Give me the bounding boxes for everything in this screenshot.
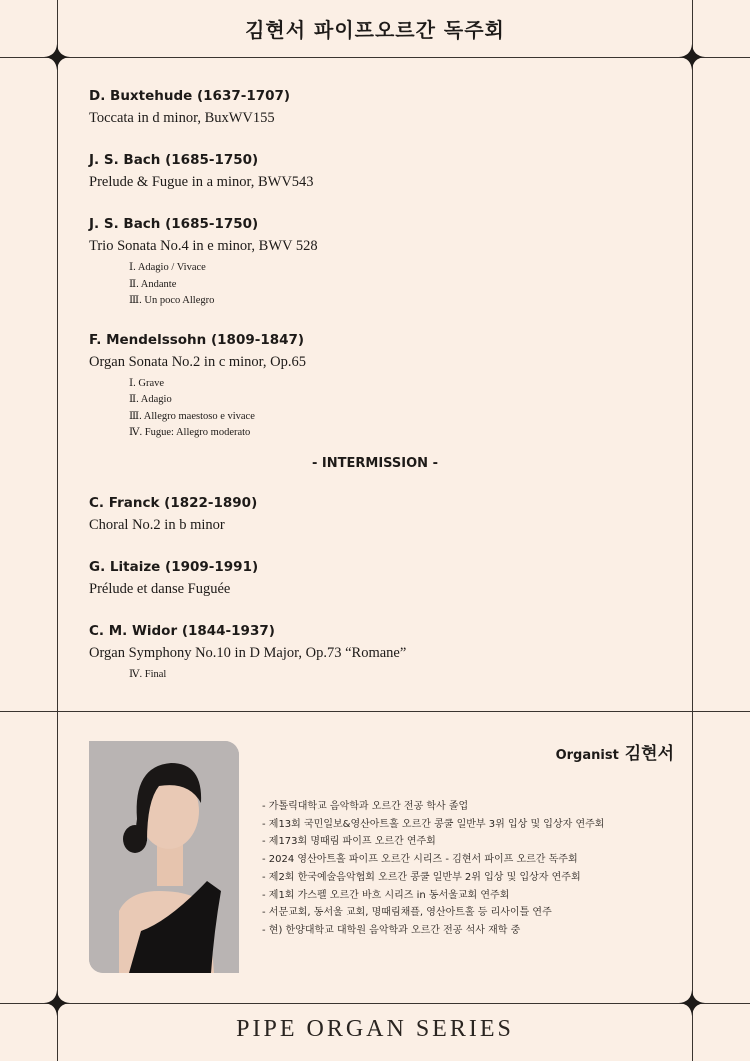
performer-heading xyxy=(556,739,674,764)
series-title: PIPE ORGAN SERIES xyxy=(236,1016,514,1042)
program-item xyxy=(89,215,649,310)
movement: Ⅱ. Adagio xyxy=(129,394,172,405)
work-title: Toccata in d minor, BuxWV155 xyxy=(89,110,275,126)
program-item xyxy=(89,331,649,442)
bio-item: - 현) 한양대학교 대학원 음악학과 오르간 전공 석사 재학 중 xyxy=(262,924,521,936)
composer: G. Litaize (1909-1991) xyxy=(89,559,259,575)
work-title: Trio Sonata No.4 in e minor, BWV 528 xyxy=(89,238,318,254)
footer-divider xyxy=(0,1003,750,1004)
movement: Ⅳ. Fugue: Allegro moderato xyxy=(129,427,251,438)
composer: C. Franck (1822-1890) xyxy=(89,495,258,511)
page-title: 김현서 파이프오르간 독주회 xyxy=(245,18,505,42)
program-item xyxy=(89,87,649,130)
performer-bio xyxy=(262,798,604,940)
movement: Ⅲ. Un poco Allegro xyxy=(129,295,215,306)
program-item xyxy=(89,558,649,601)
movement-list xyxy=(129,260,649,310)
left-border xyxy=(57,0,58,1061)
composer: C. M. Widor (1844-1937) xyxy=(89,623,275,639)
program-item xyxy=(89,151,649,194)
bio-item: - 서문교회, 동서울 교회, 명때림채플, 영산아트홀 등 리사이틀 연주 xyxy=(262,907,552,919)
performer-role: Organist xyxy=(555,748,619,763)
bio-item: - 가톨릭대학교 음악학과 오르간 전공 학사 졸업 xyxy=(262,801,469,812)
header-divider xyxy=(0,57,750,58)
composer: F. Mendelssohn (1809-1847) xyxy=(89,331,305,348)
bio-item: - 제2회 한국예술음악협회 오르간 콩쿨 일반부 2위 입상 및 입상자 연주회 xyxy=(262,871,581,883)
movement-list xyxy=(129,667,649,684)
right-border xyxy=(692,0,693,1061)
composer: J. S. Bach (1685-1750) xyxy=(89,152,259,168)
performer-name: 김현서 xyxy=(624,744,674,764)
bio-item: - 제173회 명때림 파이프 오르간 연주회 xyxy=(262,836,436,848)
composer: D. Buxtehude (1637-1707) xyxy=(89,88,291,104)
program-item xyxy=(89,622,649,684)
movement: Ⅰ. Adagio / Vivace xyxy=(129,262,206,273)
program-item xyxy=(89,494,649,537)
movement: Ⅰ. Grave xyxy=(129,377,165,389)
movement: Ⅲ. Allegro maestoso e vivace xyxy=(129,410,255,422)
bio-item: - 제13회 국민일보&영산아트홀 오르간 콩쿨 일반부 3위 입상 및 입상자 연주회 xyxy=(262,818,605,830)
section-divider xyxy=(0,711,750,712)
composer: J. S. Bach (1685-1750) xyxy=(89,216,259,232)
work-title: Organ Sonata No.2 in c minor, Op.65 xyxy=(89,353,307,370)
intermission-label: - INTERMISSION - xyxy=(311,456,438,471)
portrait-image xyxy=(89,741,239,973)
bio-item: - 제1회 가스펠 오르간 바흐 시리즈 in 동서울교회 연주회 xyxy=(262,889,510,901)
movement: Ⅱ. Andante xyxy=(129,278,177,290)
work-title: Prelude & Fugue in a minor, BWV543 xyxy=(89,174,314,190)
sparkle-icon xyxy=(679,44,705,70)
movement-list xyxy=(129,376,649,442)
sparkle-icon xyxy=(679,990,705,1016)
program-list xyxy=(89,494,649,705)
performer-photo xyxy=(89,741,239,973)
work-title: Organ Symphony No.10 in D Major, Op.73 “Romane” xyxy=(89,645,407,661)
program-list xyxy=(89,87,649,463)
sparkle-icon xyxy=(44,44,70,70)
sparkle-icon xyxy=(44,990,70,1016)
bio-item: - 2024 영산아트홀 파이프 오르간 시리즈 - 김현서 파이프 오르간 독주회 xyxy=(262,854,578,866)
work-title: Choral No.2 in b minor xyxy=(89,517,225,533)
movement: Ⅳ. Final xyxy=(129,669,167,680)
work-title: Prélude et danse Fuguée xyxy=(89,581,231,597)
